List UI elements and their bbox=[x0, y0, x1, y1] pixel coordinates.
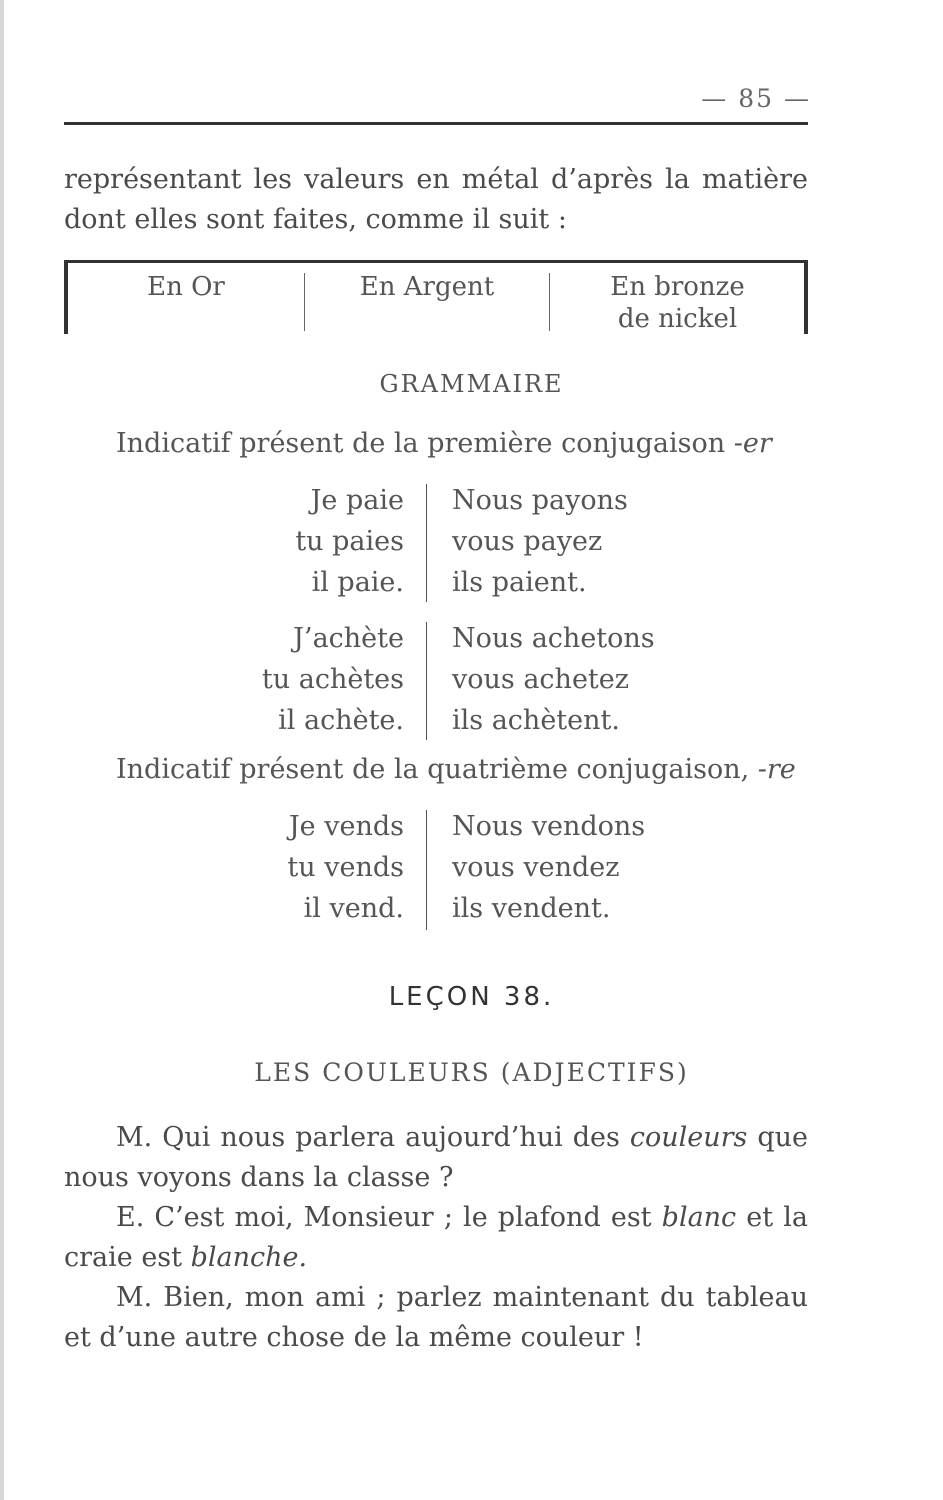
vendre-singular-3: il vend. bbox=[303, 893, 404, 924]
page-edge bbox=[0, 0, 4, 1500]
payer-plural-2: vous payez bbox=[452, 526, 603, 557]
dialogue-2-text-a: E. C’est moi, Monsieur ; le plafond est bbox=[116, 1202, 662, 1233]
grammaire-title: GRAMMAIRE bbox=[379, 370, 564, 398]
vendre-divider bbox=[426, 810, 427, 930]
dialogue-1-text-b: que bbox=[747, 1122, 808, 1153]
grammaire-heading-1-suffix: -er bbox=[733, 428, 772, 459]
vendre-singular-2: tu vends bbox=[287, 852, 404, 883]
grammaire-heading-2-suffix: -re bbox=[757, 754, 796, 785]
dialogue-2-line-2 bbox=[64, 1238, 808, 1278]
acheter-singular bbox=[250, 618, 404, 741]
dialogue-3-text: M. Bien, mon ami ; parlez maintenant du tableau bbox=[116, 1282, 808, 1313]
lesson-title: LEÇON 38. bbox=[388, 982, 555, 1012]
metal-col-bronze-line-2: de nickel bbox=[617, 304, 738, 334]
vendre-plural-3: ils vendent. bbox=[452, 893, 611, 924]
acheter-plural bbox=[452, 618, 655, 741]
grammaire-heading-1-text: Indicatif présent de la première conjugaison bbox=[116, 428, 734, 459]
header-rule bbox=[64, 122, 808, 125]
dialogue-2-line-2-em: blanche. bbox=[190, 1242, 308, 1273]
metal-col-argent: En Argent bbox=[359, 272, 495, 302]
acheter-plural-3: ils achètent. bbox=[452, 705, 620, 736]
grammaire-heading-2-text: Indicatif présent de la quatrième conjugaison, bbox=[116, 754, 758, 785]
acheter-plural-2: vous achetez bbox=[452, 664, 629, 695]
grammaire-heading-2 bbox=[116, 754, 796, 785]
acheter-divider bbox=[426, 622, 427, 740]
dialogue-2-text-b: et la bbox=[736, 1202, 808, 1233]
grammaire-heading-1 bbox=[116, 428, 772, 459]
payer-singular-3: il paie. bbox=[311, 567, 404, 598]
vendre-singular-1: Je vends bbox=[288, 811, 404, 842]
payer-plural-1: Nous payons bbox=[452, 485, 628, 516]
acheter-plural-1: Nous achetons bbox=[452, 623, 655, 654]
lesson-subtitle: LES COULEURS (ADJECTIFS) bbox=[254, 1058, 689, 1087]
payer-plural-3: ils paient. bbox=[452, 567, 587, 598]
payer-divider bbox=[426, 484, 427, 602]
dialogue-1-line-2: nous voyons dans la classe ? bbox=[64, 1162, 454, 1193]
payer-singular bbox=[262, 480, 404, 603]
payer-singular-2: tu paies bbox=[295, 526, 404, 557]
dialogue-1-text-a: M. Qui nous parlera aujourd’hui des bbox=[116, 1122, 630, 1153]
dialogue-1-line-1 bbox=[64, 1118, 808, 1158]
dialogue-3-line-1 bbox=[64, 1278, 808, 1318]
dialogue-2-em: blanc bbox=[661, 1202, 737, 1233]
dialogue-1-em: couleurs bbox=[629, 1122, 748, 1153]
vendre-plural-2: vous vendez bbox=[452, 852, 620, 883]
intro-line-2: dont elles sont faites, comme il suit : bbox=[64, 204, 567, 235]
acheter-singular-2: tu achètes bbox=[261, 664, 404, 695]
metal-col-bronze-line-1: En bronze bbox=[610, 272, 745, 302]
vendre-plural bbox=[452, 806, 645, 929]
metal-col-bronze bbox=[550, 271, 805, 335]
vendre-singular bbox=[262, 806, 404, 929]
dialogue-2-line-2-text: craie est bbox=[64, 1242, 191, 1273]
dialogue-2-line-1 bbox=[64, 1198, 808, 1238]
intro-line-1: représentant les valeurs en métal d’après la matière bbox=[64, 164, 808, 195]
metal-table bbox=[64, 260, 808, 334]
metal-col-or: En Or bbox=[147, 272, 225, 302]
payer-singular-1: Je paie bbox=[310, 485, 404, 516]
payer-plural bbox=[452, 480, 628, 603]
acheter-singular-1: J’achète bbox=[293, 623, 404, 654]
vendre-plural-1: Nous vendons bbox=[452, 811, 646, 842]
acheter-singular-3: il achète. bbox=[278, 705, 404, 736]
page-number: — 85 — bbox=[701, 84, 811, 113]
dialogue-3-line-2: et d’une autre chose de la même couleur ! bbox=[64, 1322, 644, 1353]
